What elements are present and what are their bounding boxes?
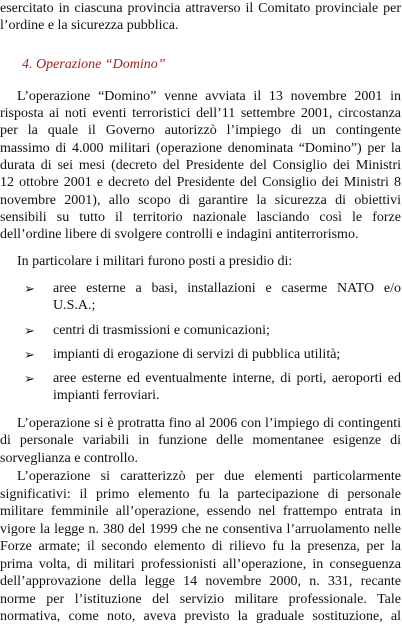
para1-line-3: per la quale il Governo autorizzò l’impiego di un contingente [0, 123, 401, 138]
para4-line-7: dell’approvazione della legge 14 novembre 2000, n. 331, recante [0, 574, 401, 589]
bullet-1-line-2: U.S.A.; [53, 298, 96, 313]
para1-line-2: risposta ai noti eventi terroristici dell’11 settembre 2001, circostanza [0, 106, 401, 121]
bullet-4-line-1: aree esterne ed eventualmente interne, di porti, aeroporti ed [53, 371, 401, 386]
bullet-1-line-1: aree esterne a basi, installazioni e caserme NATO e/o [53, 281, 401, 296]
section-heading: 4. Operazione “Domino” [22, 57, 166, 72]
bullet-2-line-1: centri di trasmissioni e comunicazioni; [53, 323, 270, 338]
bullet-4-line-2: impianti ferroviari. [53, 388, 160, 403]
para1-line-7: novembre 2001), allo scopo di garantire la sicurezza di obiettivi [0, 193, 401, 208]
para4-line-9: normativa, come noto, aveva previsto la graduale sostituzione, al [0, 609, 401, 624]
bullet-arrow-icon: ➢ [24, 281, 35, 296]
bullet-arrow-icon: ➢ [24, 371, 35, 386]
para1-line-1: L’operazione “Domino” venne avviata il 13 novembre 2001 in [17, 89, 401, 104]
bullet-arrow-icon: ➢ [24, 323, 35, 338]
para4-line-4: vigore la legge n. 380 del 1999 che ne consentiva l’arruolamento nelle [0, 522, 401, 537]
para1-line-4: massimo di 4.000 militari (operazione denominata “Domino”) per la [0, 141, 401, 156]
para4-line-3: militare femminile all’operazione, essendo nel frattempo entrata in [0, 504, 401, 519]
para1-line-8: sensibili su tutto il territorio nazionale lasciando così le forze [0, 210, 401, 225]
para3-line-3: sorveglianza e controllo. [0, 451, 139, 466]
para1-line-5: durata di sei mesi (decreto del Presidente del Consiglio dei Ministri [0, 158, 401, 173]
intro-line-1: esercitato in ciascuna provincia attraverso il Comitato provinciale per [0, 1, 401, 16]
para4-line-1: L’operazione si caratterizzò per due elementi particolarmente [17, 469, 401, 484]
intro-line-2: l’ordine e la sicurezza pubblica. [0, 18, 179, 33]
para4-line-2: significativi: il primo elemento fu la partecipazione di personale [0, 487, 401, 502]
para4-line-6: prima volta, di militari professionisti all’operazione, in conseguenza [0, 557, 401, 572]
para1-line-9: dell’ordine libere di svolgere controlli e indagini antiterrorismo. [0, 227, 359, 242]
bullet-arrow-icon: ➢ [24, 347, 35, 362]
para4-line-5: Forze armate; il secondo elemento di rilievo fu la presenza, per la [0, 539, 401, 554]
bullet-3-line-1: impianti di erogazione di servizi di pubblica utilità; [53, 347, 341, 362]
para1-line-6: 12 ottobre 2001 e decreto del Presidente del Consiglio dei Ministri 8 [0, 175, 401, 190]
para4-line-8: norme per l’istituzione del servizio militare professionale. Tale [0, 592, 401, 607]
para3-line-2: di personale variabili in funzione delle momentanee esigenze di [0, 433, 401, 448]
para3-line-1: L’operazione si è protratta fino al 2006 con l’impiego di contingenti [17, 416, 401, 431]
para2-line: In particolare i militari furono posti a presidio di: [17, 254, 293, 269]
